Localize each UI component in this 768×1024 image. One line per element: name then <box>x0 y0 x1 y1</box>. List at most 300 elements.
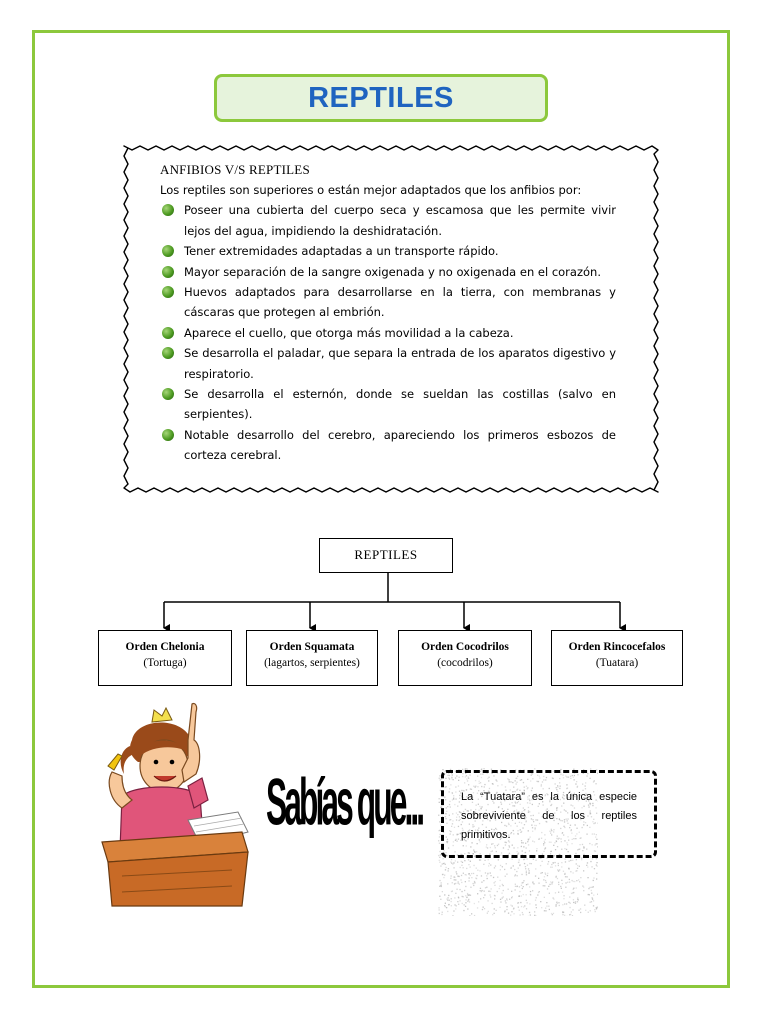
speckle-dot <box>578 899 579 900</box>
speckle-dot <box>561 862 562 863</box>
speckle-dot <box>533 883 534 884</box>
speckle-dot <box>438 815 439 816</box>
speckle-dot <box>487 900 488 901</box>
speckle-dot <box>565 876 566 877</box>
speckle-dot <box>563 871 564 872</box>
speckle-dot <box>455 879 456 880</box>
speckle-dot <box>471 877 472 878</box>
speckle-dot <box>487 874 488 875</box>
speckle-dot <box>494 908 495 909</box>
speckle-dot <box>458 904 459 905</box>
speckle-dot <box>447 911 448 912</box>
speckle-dot <box>576 859 577 860</box>
speckle-dot <box>471 873 472 874</box>
speckle-dot <box>524 863 525 864</box>
speckle-dot <box>523 880 524 881</box>
speckle-dot <box>575 901 576 902</box>
speckle-dot <box>532 890 533 891</box>
speckle-dot <box>512 859 513 860</box>
speckle-dot <box>557 903 558 904</box>
speckle-dot <box>575 903 576 904</box>
speckle-dot <box>505 902 506 903</box>
speckle-dot <box>439 862 440 863</box>
speckle-dot <box>570 860 571 861</box>
speckle-dot <box>505 876 506 877</box>
speckle-dot <box>506 863 507 864</box>
speckle-dot <box>473 873 474 874</box>
speckle-dot <box>513 908 514 909</box>
speckle-dot <box>593 905 594 906</box>
student-illustration <box>92 700 262 910</box>
speckle-dot <box>540 901 541 902</box>
speckle-dot <box>461 875 462 876</box>
speckle-dot <box>476 875 477 876</box>
speckle-dot <box>500 901 501 902</box>
speckle-dot <box>518 862 519 863</box>
speckle-dot <box>590 902 591 903</box>
diagram-root: REPTILES <box>319 538 453 573</box>
speckle-dot <box>467 894 468 895</box>
speckle-dot <box>588 912 589 913</box>
list-item: Notable desarrollo del cerebro, apareciendo los primeros esbozos de corteza cerebral. <box>160 425 616 466</box>
speckle-dot <box>497 891 498 892</box>
speckle-dot <box>456 905 457 906</box>
speckle-dot <box>448 870 449 871</box>
speckle-dot <box>577 901 578 902</box>
speckle-dot <box>591 890 592 891</box>
speckle-dot <box>457 901 458 902</box>
speckle-dot <box>438 830 439 831</box>
speckle-dot <box>519 886 520 887</box>
speckle-dot <box>515 889 516 890</box>
speckle-dot <box>564 915 565 916</box>
speckle-dot <box>546 906 547 907</box>
speckle-dot <box>512 905 513 906</box>
speckle-dot <box>565 859 566 860</box>
speckle-dot <box>439 896 440 897</box>
speckle-dot <box>438 855 439 856</box>
speckle-dot <box>558 865 559 866</box>
speckle-dot <box>506 874 507 875</box>
speckle-dot <box>573 872 574 873</box>
speckle-dot <box>571 893 572 894</box>
speckle-dot <box>591 901 592 902</box>
speckle-dot <box>483 907 484 908</box>
speckle-dot <box>441 914 442 915</box>
speckle-dot <box>533 859 534 860</box>
speckle-dot <box>558 863 559 864</box>
speckle-dot <box>545 910 546 911</box>
speckle-dot <box>469 915 470 916</box>
speckle-dot <box>564 903 565 904</box>
speckle-dot <box>534 911 535 912</box>
speckle-dot <box>557 878 558 879</box>
speckle-dot <box>545 872 546 873</box>
speckle-dot <box>593 900 594 901</box>
speckle-dot <box>596 908 597 909</box>
speckle-dot <box>454 904 455 905</box>
speckle-dot <box>529 903 530 904</box>
speckle-dot <box>573 881 574 882</box>
speckle-dot <box>572 909 573 910</box>
speckle-dot <box>576 880 577 881</box>
speckle-dot <box>538 892 539 893</box>
speckle-dot <box>454 879 455 880</box>
speckle-dot <box>439 913 440 914</box>
speckle-dot <box>548 861 549 862</box>
speckle-dot <box>443 863 444 864</box>
speckle-dot <box>540 873 541 874</box>
speckle-dot <box>547 888 548 889</box>
speckle-dot <box>526 871 527 872</box>
speckle-dot <box>529 870 530 871</box>
order-chelonia: Orden Chelonia (Tortuga) <box>98 630 232 686</box>
speckle-dot <box>457 862 458 863</box>
speckle-dot <box>514 869 515 870</box>
speckle-dot <box>551 864 552 865</box>
comparison-heading: ANFIBIOS V/S REPTILES <box>160 162 310 177</box>
speckle-dot <box>501 893 502 894</box>
speckle-dot <box>556 904 557 905</box>
speckle-dot <box>583 870 584 871</box>
speckle-dot <box>517 903 518 904</box>
speckle-dot <box>497 877 498 878</box>
speckle-dot <box>462 903 463 904</box>
speckle-dot <box>579 881 580 882</box>
speckle-dot <box>492 914 493 915</box>
speckle-dot <box>521 895 522 896</box>
speckle-dot <box>529 886 530 887</box>
speckle-dot <box>582 885 583 886</box>
order-squamata: Orden Squamata (lagartos, serpientes) <box>246 630 378 686</box>
speckle-dot <box>563 895 564 896</box>
speckle-dot <box>548 886 549 887</box>
speckle-dot <box>543 885 544 886</box>
speckle-dot <box>554 862 555 863</box>
speckle-dot <box>552 881 553 882</box>
speckle-dot <box>570 903 571 904</box>
speckle-dot <box>439 843 440 844</box>
speckle-dot <box>504 869 505 870</box>
speckle-dot <box>500 899 501 900</box>
speckle-dot <box>523 894 524 895</box>
speckle-dot <box>465 902 466 903</box>
speckle-dot <box>525 868 526 869</box>
speckle-dot <box>591 893 592 894</box>
speckle-dot <box>456 889 457 890</box>
speckle-dot <box>573 889 574 890</box>
speckle-dot <box>538 883 539 884</box>
speckle-dot <box>546 882 547 883</box>
speckle-dot <box>438 840 439 841</box>
speckle-dot <box>559 905 560 906</box>
speckle-dot <box>520 914 521 915</box>
speckle-dot <box>446 867 447 868</box>
speckle-dot <box>458 881 459 882</box>
speckle-dot <box>493 877 494 878</box>
speckle-dot <box>592 897 593 898</box>
speckle-dot <box>563 898 564 899</box>
speckle-dot <box>517 886 518 887</box>
speckle-dot <box>596 873 597 874</box>
speckle-dot <box>568 902 569 903</box>
speckle-dot <box>562 883 563 884</box>
speckle-dot <box>542 861 543 862</box>
list-item: Aparece el cuello, que otorga más movilidad a la cabeza. <box>160 323 616 343</box>
speckle-dot <box>537 894 538 895</box>
speckle-dot <box>593 877 594 878</box>
speckle-dot <box>500 869 501 870</box>
speckle-dot <box>494 913 495 914</box>
speckle-dot <box>595 911 596 912</box>
speckle-dot <box>444 894 445 895</box>
speckle-dot <box>457 876 458 877</box>
speckle-dot <box>448 904 449 905</box>
speckle-dot <box>593 886 594 887</box>
speckle-dot <box>586 865 587 866</box>
speckle-dot <box>583 890 584 891</box>
speckle-dot <box>447 897 448 898</box>
speckle-dot <box>530 891 531 892</box>
speckle-dot <box>532 882 533 883</box>
speckle-dot <box>465 881 466 882</box>
speckle-dot <box>490 896 491 897</box>
fact-text: La “Tuatara” es la única especie sobreviviente de los reptiles primitivos. <box>461 791 637 841</box>
speckle-dot <box>467 908 468 909</box>
speckle-dot <box>451 875 452 876</box>
speckle-dot <box>445 869 446 870</box>
speckle-dot <box>521 906 522 907</box>
speckle-dot <box>588 888 589 889</box>
speckle-dot <box>458 897 459 898</box>
list-item: Mayor separación de la sangre oxigenada y no oxigenada en el corazón. <box>160 262 616 282</box>
speckle-dot <box>468 873 469 874</box>
speckle-dot <box>522 882 523 883</box>
speckle-dot <box>535 875 536 876</box>
speckle-dot <box>508 889 509 890</box>
speckle-dot <box>544 897 545 898</box>
speckle-dot <box>481 890 482 891</box>
speckle-dot <box>540 865 541 866</box>
speckle-dot <box>458 883 459 884</box>
speckle-dot <box>488 891 489 892</box>
speckle-dot <box>509 899 510 900</box>
speckle-dot <box>461 861 462 862</box>
speckle-dot <box>569 882 570 883</box>
speckle-dot <box>470 875 471 876</box>
speckle-dot <box>555 876 556 877</box>
speckle-dot <box>508 913 509 914</box>
speckle-dot <box>481 875 482 876</box>
speckle-dot <box>507 858 508 859</box>
speckle-dot <box>455 893 456 894</box>
speckle-dot <box>545 874 546 875</box>
speckle-dot <box>482 909 483 910</box>
speckle-dot <box>538 878 539 879</box>
speckle-dot <box>593 895 594 896</box>
speckle-dot <box>468 864 469 865</box>
speckle-dot <box>503 896 504 897</box>
speckle-dot <box>489 863 490 864</box>
speckle-dot <box>494 885 495 886</box>
speckle-dot <box>484 908 485 909</box>
speckle-dot <box>468 859 469 860</box>
speckle-dot <box>499 886 500 887</box>
speckle-dot <box>499 888 500 889</box>
speckle-dot <box>478 901 479 902</box>
comparison-intro: Los reptiles son superiores o están mejor adaptados que los anfibios por: <box>160 183 582 197</box>
speckle-dot <box>526 884 527 885</box>
speckle-dot <box>474 915 475 916</box>
speckle-dot <box>535 900 536 901</box>
speckle-dot <box>490 891 491 892</box>
speckle-dot <box>520 902 521 903</box>
speckle-dot <box>552 867 553 868</box>
speckle-dot <box>450 861 451 862</box>
list-item: Tener extremidades adaptadas a un transporte rápido. <box>160 241 616 261</box>
speckle-dot <box>566 876 567 877</box>
speckle-dot <box>452 915 453 916</box>
speckle-dot <box>559 869 560 870</box>
speckle-dot <box>574 881 575 882</box>
speckle-dot <box>562 892 563 893</box>
speckle-dot <box>545 908 546 909</box>
speckle-dot <box>456 873 457 874</box>
speckle-dot <box>587 866 588 867</box>
speckle-dot <box>576 870 577 871</box>
list-item: Huevos adaptados para desarrollarse en la tierra, con membranas y cáscaras que protegen al embrión. <box>160 282 616 323</box>
speckle-dot <box>530 914 531 915</box>
speckle-dot <box>531 863 532 864</box>
speckle-dot <box>442 874 443 875</box>
speckle-dot <box>502 866 503 867</box>
speckle-dot <box>500 865 501 866</box>
speckle-dot <box>558 882 559 883</box>
speckle-dot <box>475 878 476 879</box>
speckle-dot <box>535 860 536 861</box>
speckle-dot <box>448 868 449 869</box>
speckle-dot <box>468 880 469 881</box>
speckle-dot <box>570 871 571 872</box>
speckle-dot <box>507 900 508 901</box>
speckle-dot <box>526 894 527 895</box>
speckle-dot <box>469 877 470 878</box>
speckle-dot <box>525 866 526 867</box>
speckle-dot <box>445 864 446 865</box>
speckle-dot <box>544 876 545 877</box>
speckle-dot <box>547 873 548 874</box>
speckle-dot <box>578 879 579 880</box>
speckle-dot <box>591 866 592 867</box>
speckle-dot <box>515 874 516 875</box>
speckle-dot <box>549 884 550 885</box>
speckle-dot <box>464 860 465 861</box>
speckle-dot <box>596 878 597 879</box>
speckle-dot <box>477 893 478 894</box>
speckle-dot <box>512 896 513 897</box>
speckle-dot <box>580 908 581 909</box>
speckle-dot <box>558 892 559 893</box>
speckle-dot <box>455 908 456 909</box>
speckle-dot <box>456 871 457 872</box>
speckle-dot <box>459 900 460 901</box>
speckle-dot <box>439 860 440 861</box>
speckle-dot <box>522 888 523 889</box>
speckle-dot <box>563 912 564 913</box>
speckle-dot <box>513 913 514 914</box>
speckle-dot <box>500 880 501 881</box>
speckle-dot <box>591 887 592 888</box>
speckle-dot <box>485 887 486 888</box>
speckle-dot <box>467 897 468 898</box>
speckle-dot <box>461 865 462 866</box>
speckle-dot <box>545 880 546 881</box>
speckle-dot <box>596 858 597 859</box>
speckle-dot <box>480 888 481 889</box>
speckle-dot <box>596 864 597 865</box>
speckle-dot <box>442 863 443 864</box>
speckle-dot <box>580 912 581 913</box>
speckle-dot <box>526 858 527 859</box>
speckle-dot <box>490 872 491 873</box>
speckle-dot <box>585 910 586 911</box>
speckle-dot <box>516 871 517 872</box>
speckle-dot <box>555 892 556 893</box>
speckle-dot <box>463 867 464 868</box>
speckle-dot <box>481 882 482 883</box>
speckle-dot <box>439 857 440 858</box>
speckle-dot <box>474 903 475 904</box>
speckle-dot <box>479 870 480 871</box>
speckle-dot <box>569 896 570 897</box>
speckle-dot <box>527 884 528 885</box>
speckle-dot <box>521 874 522 875</box>
speckle-dot <box>535 868 536 869</box>
speckle-dot <box>486 875 487 876</box>
speckle-dot <box>518 868 519 869</box>
speckle-dot <box>519 891 520 892</box>
speckle-dot <box>577 865 578 866</box>
speckle-dot <box>461 891 462 892</box>
speckle-dot <box>448 895 449 896</box>
speckle-dot <box>444 875 445 876</box>
speckle-dot <box>451 905 452 906</box>
speckle-dot <box>553 899 554 900</box>
speckle-dot <box>534 915 535 916</box>
speckle-dot <box>454 877 455 878</box>
speckle-dot <box>562 914 563 915</box>
speckle-dot <box>528 868 529 869</box>
speckle-dot <box>442 891 443 892</box>
speckle-dot <box>494 895 495 896</box>
speckle-dot <box>536 907 537 908</box>
speckle-dot <box>498 859 499 860</box>
speckle-dot <box>565 861 566 862</box>
speckle-dot <box>584 905 585 906</box>
speckle-dot <box>565 882 566 883</box>
speckle-dot <box>465 906 466 907</box>
speckle-dot <box>467 893 468 894</box>
speckle-dot <box>439 880 440 881</box>
speckle-dot <box>535 904 536 905</box>
speckle-dot <box>469 894 470 895</box>
speckle-dot <box>527 865 528 866</box>
speckle-dot <box>484 860 485 861</box>
speckle-dot <box>590 910 591 911</box>
speckle-dot <box>569 861 570 862</box>
speckle-dot <box>571 911 572 912</box>
speckle-dot <box>445 903 446 904</box>
